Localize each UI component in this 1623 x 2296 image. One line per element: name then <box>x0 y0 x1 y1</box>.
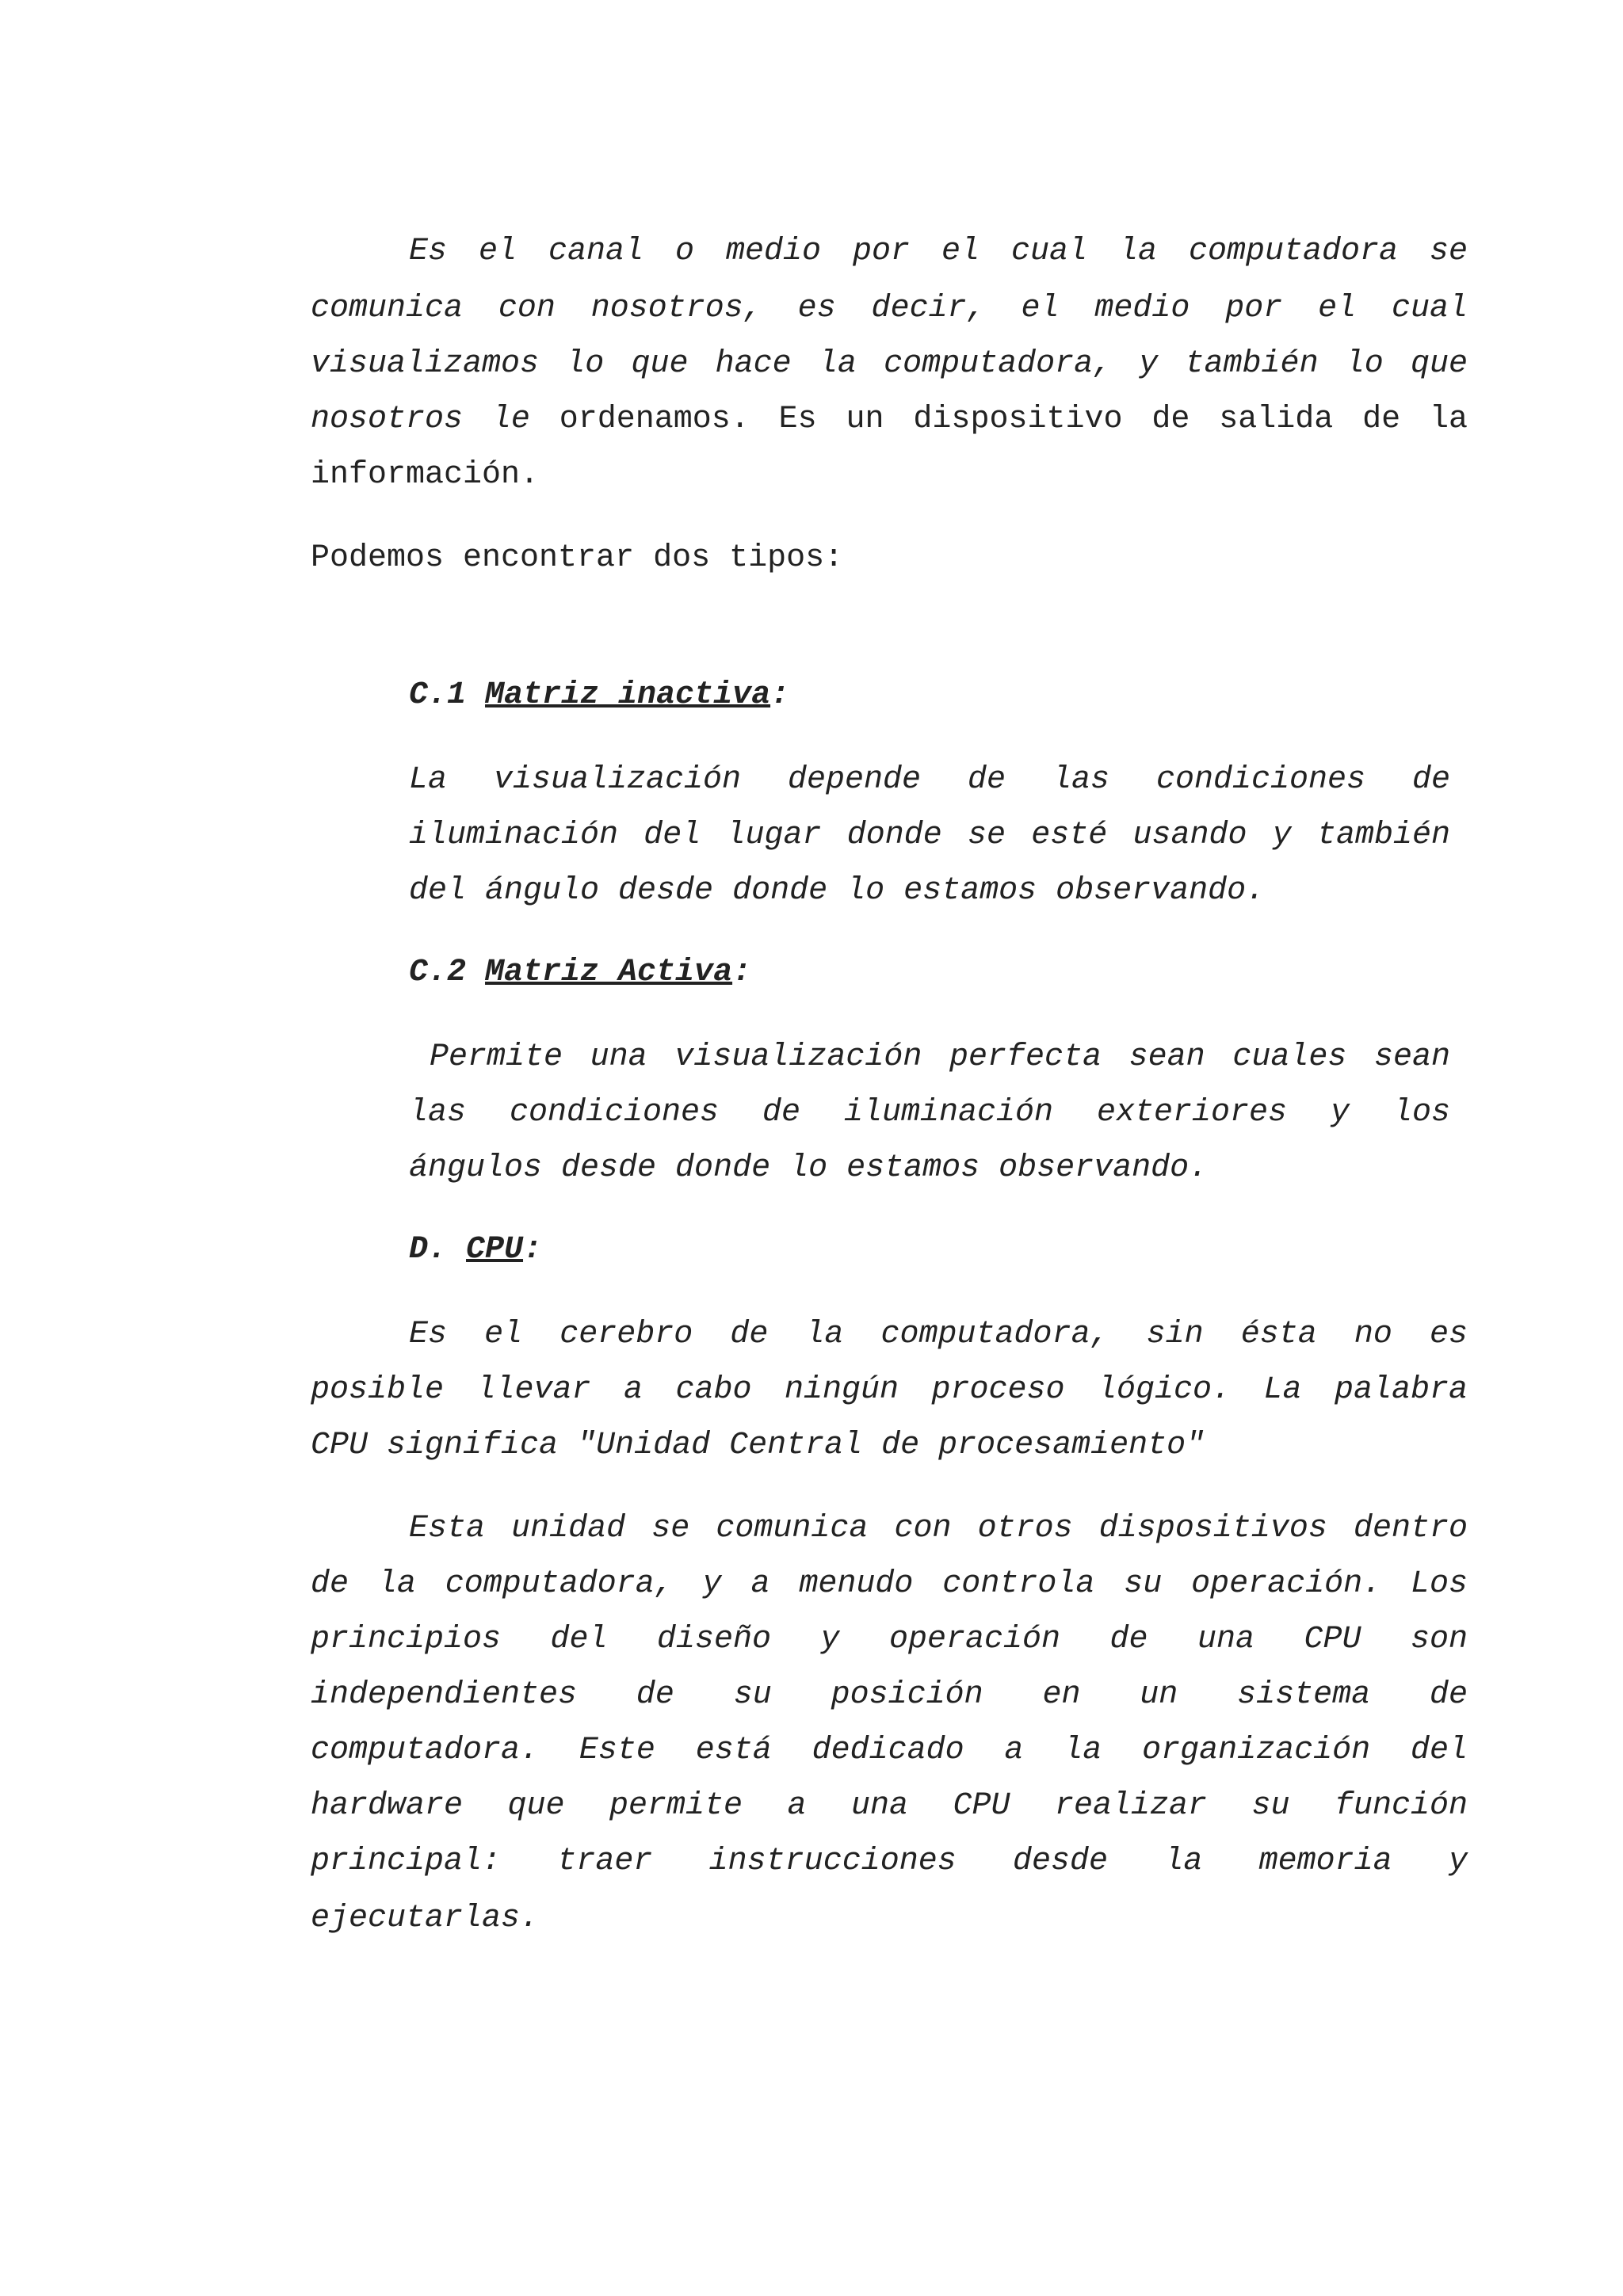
section-c1-number: C.1 <box>409 677 486 713</box>
intro-text: Podemos encontrar dos tipos: <box>311 540 844 576</box>
section-c1-line-2: iluminación del lugar donde se esté usando y también <box>409 818 1450 853</box>
paragraph-cpu2-line-6: hardware que permite a una CPU realizar su función <box>311 1788 1468 1824</box>
section-c1-heading <box>409 672 789 719</box>
section-d-number: D. <box>409 1232 467 1268</box>
paragraph-cpu2-line-4: independientes de su posición en un sistema de <box>311 1677 1468 1713</box>
paragraph-cpu1-line-2: posible llevar a cabo ningún proceso lógico. La palabra <box>311 1372 1468 1408</box>
section-c2-line-1: Permite una visualización perfecta sean cuales sean <box>430 1039 1450 1075</box>
paragraph-cpu2-line-8: ejecutarlas. <box>311 1901 540 1936</box>
section-c2-number: C.2 <box>409 955 486 990</box>
section-c2-title: Matriz Activa <box>485 955 733 990</box>
section-c1-line-3: del ángulo desde donde lo estamos observando. <box>409 873 1266 909</box>
section-c2-line-2: las condiciones de iluminación exteriores y los <box>409 1095 1450 1131</box>
paragraph-cpu1-line-3: CPU significa "Unidad Central de procesamiento" <box>311 1428 1205 1463</box>
paragraph1-line-2: comunica con nosotros, es decir, el medio por el cual <box>311 291 1468 326</box>
section-c2-heading <box>409 949 751 997</box>
paragraph-cpu2-line-1: Esta unidad se comunica con otros dispositivos dentro <box>409 1511 1468 1547</box>
section-c2-colon: : <box>732 955 752 990</box>
section-d-title: CPU <box>466 1232 524 1268</box>
section-d-heading <box>409 1226 542 1274</box>
section-d-colon: : <box>523 1232 543 1268</box>
paragraph-cpu2-line-7: principal: traer instrucciones desde la memoria y <box>311 1844 1468 1879</box>
paragraph1-line-5: información. <box>311 457 540 493</box>
paragraph-cpu2-line-3: principios del diseño y operación de una CPU son <box>311 1622 1468 1657</box>
paragraph-cpu2-line-2: de la computadora, y a menudo controla su operación. Los <box>311 1566 1468 1602</box>
section-c1-colon: : <box>770 677 790 713</box>
paragraph1-line-4-rest: ordenamos. Es un dispositivo de salida de la <box>529 402 1468 437</box>
paragraph1-line-4-italic: nosotros le <box>311 402 530 437</box>
section-c2-line-3: ángulos desde donde lo estamos observando. <box>409 1150 1209 1186</box>
section-c1-line-1: La visualización depende de las condiciones de <box>409 762 1450 798</box>
section-c1-title: Matriz inactiva <box>485 677 771 713</box>
paragraph1-line-3: visualizamos lo que hace la computadora, y también lo que <box>311 346 1468 382</box>
paragraph-cpu2-line-5: computadora. Este está dedicado a la organización del <box>311 1733 1468 1768</box>
paragraph-cpu1-line-1: Es el cerebro de la computadora, sin ésta no es <box>409 1317 1468 1352</box>
paragraph1-line-1: Es el canal o medio por el cual la computadora se <box>409 234 1468 269</box>
paragraph1-line-4 <box>311 396 1468 444</box>
